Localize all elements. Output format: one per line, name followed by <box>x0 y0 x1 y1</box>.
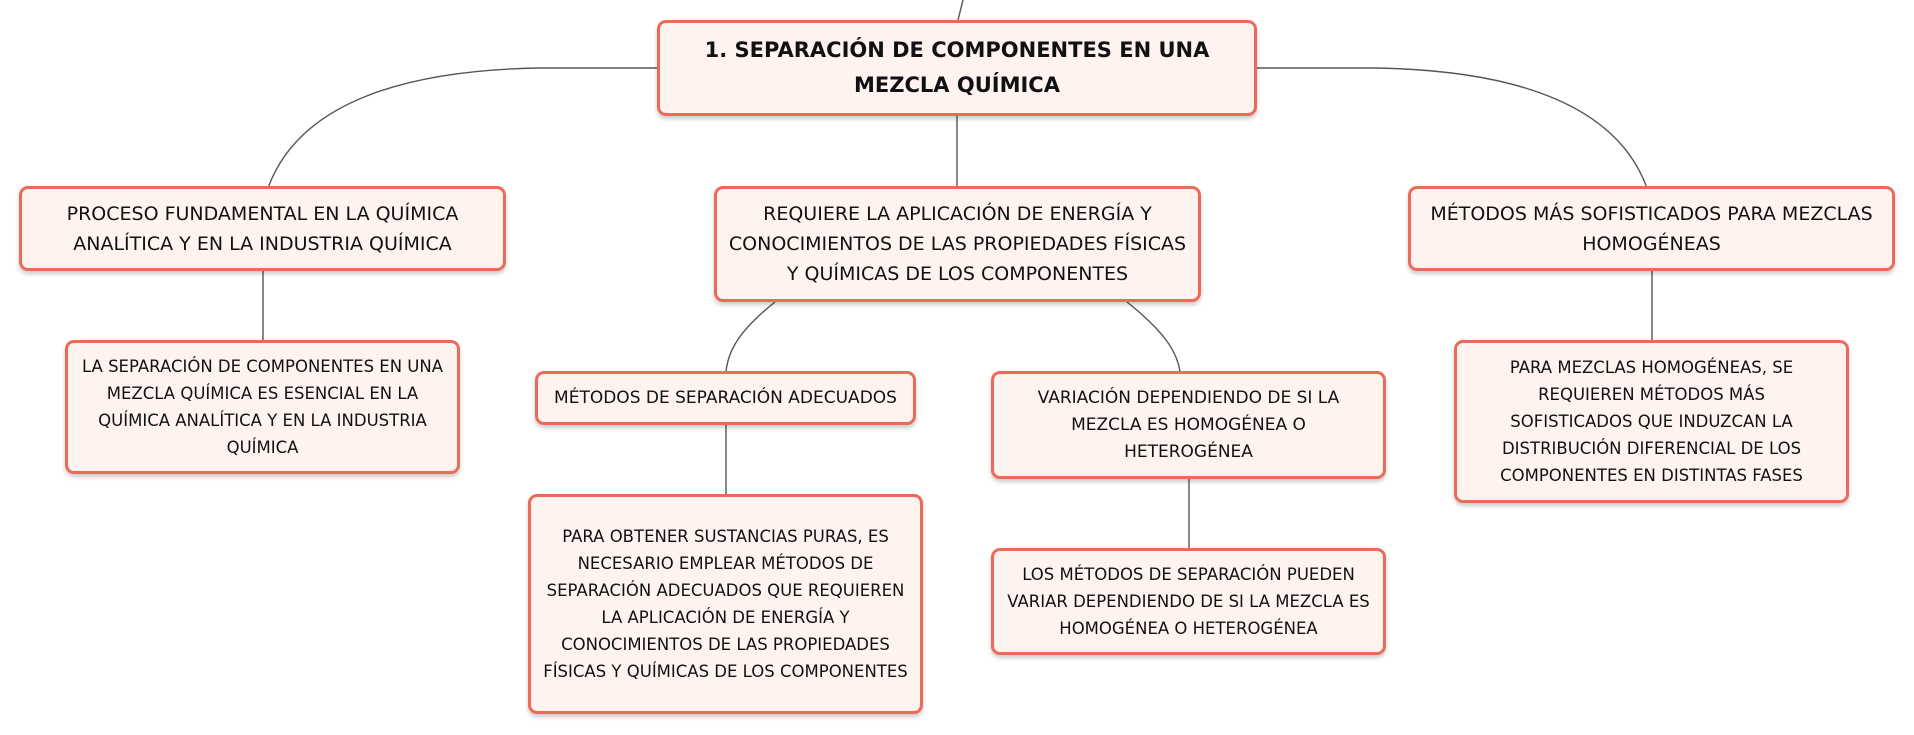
connector-root-branch-3 <box>1257 68 1647 188</box>
subtopic-variation-label: VARIACIÓN DEPENDIENDO DE SI LA MEZCLA ES HOMOGÉNEA O HETEROGÉNEA <box>1037 387 1340 462</box>
subtopic-separation-methods-label: MÉTODOS DE SEPARACIÓN ADECUADOS <box>554 387 897 408</box>
branch-3-detail[interactable] <box>1454 340 1849 503</box>
connector-parent-root <box>958 0 963 20</box>
separation-methods-detail-text: PARA OBTENER SUSTANCIAS PURAS, ES NECESARIO EMPLEAR MÉTODOS DE SEPARACIÓN ADECUADOS QUE REQUIEREN LA APLICACIÓN DE ENERGÍA Y CONOCIMIENTOS DE LAS PROPIEDADES FÍSICAS Y QUÍMICAS DE LOS COMPONENTES <box>543 527 908 681</box>
branch-2-label: REQUIERE LA APLICACIÓN DE ENERGÍA Y CONOCIMIENTOS DE LAS PROPIEDADES FÍSICAS Y QUÍMICAS DE LOS COMPONENTES <box>728 203 1187 285</box>
root-topic-label: 1. SEPARACIÓN DE COMPONENTES EN UNA MEZCLA QUÍMICA <box>704 38 1210 97</box>
branch-1-topic[interactable] <box>19 186 506 271</box>
branch-3-topic[interactable] <box>1408 186 1895 271</box>
branch-1-detail-text: LA SEPARACIÓN DE COMPONENTES EN UNA MEZCLA QUÍMICA ES ESENCIAL EN LA QUÍMICA ANALÍTICA Y EN LA INDUSTRIA QUÍMICA <box>81 357 444 457</box>
subtopic-separation-methods[interactable] <box>535 371 916 425</box>
branch-3-detail-text: PARA MEZCLAS HOMOGÉNEAS, SE REQUIEREN MÉTODOS MÁS SOFISTICADOS QUE INDUZCAN LA DISTRIBUCIÓN DIFERENCIAL DE LOS COMPONENTES EN DISTINTAS FASES <box>1500 358 1803 485</box>
connector-branch-2-variation <box>1127 302 1180 372</box>
branch-3-label: MÉTODOS MÁS SOFISTICADOS PARA MEZCLAS HOMOGÉNEAS <box>1430 202 1873 255</box>
variation-detail-text: LOS MÉTODOS DE SEPARACIÓN PUEDEN VARIAR DEPENDIENDO DE SI LA MEZCLA ES HOMOGÉNEA O HETEROGÉNEA <box>1007 565 1370 638</box>
branch-2-topic[interactable] <box>714 186 1201 302</box>
subtopic-variation[interactable] <box>991 371 1386 479</box>
connector-branch-2-methods <box>726 302 775 372</box>
branch-1-label: PROCESO FUNDAMENTAL EN LA QUÍMICA ANALÍTICA Y EN LA INDUSTRIA QUÍMICA <box>66 202 459 255</box>
branch-1-detail[interactable] <box>65 340 460 474</box>
separation-methods-detail[interactable] <box>528 494 923 714</box>
connector-root-branch-1 <box>268 68 657 188</box>
root-topic[interactable] <box>657 20 1257 116</box>
variation-detail[interactable] <box>991 548 1386 655</box>
